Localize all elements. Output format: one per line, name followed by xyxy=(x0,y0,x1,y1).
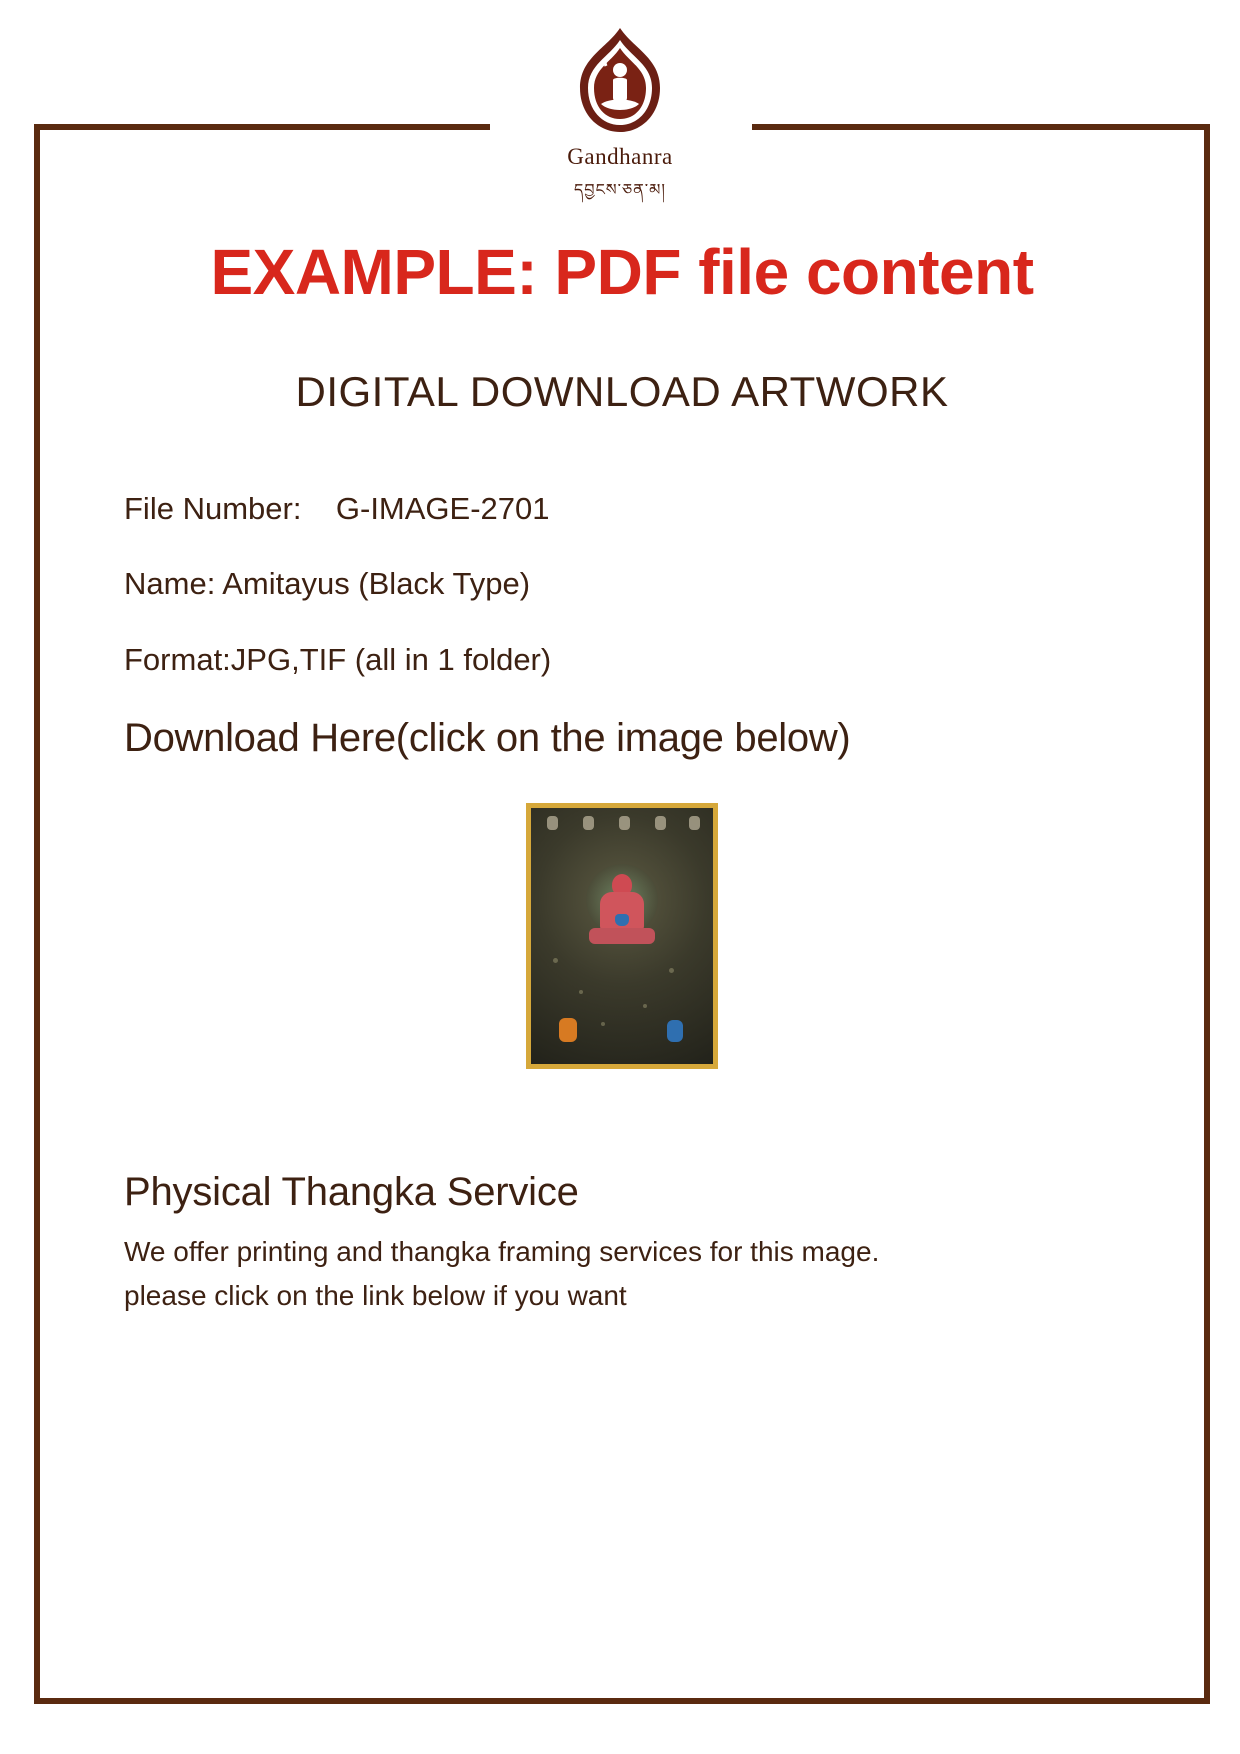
flame-deity-logo-icon xyxy=(559,26,681,142)
download-instruction: Download Here(click on the image below) xyxy=(124,715,851,760)
file-details xyxy=(124,490,1120,678)
detail-name: Name: Amitayus (Black Type) xyxy=(124,566,531,602)
service-text-line-1: We offer printing and thangka framing services for this mage. xyxy=(124,1235,880,1267)
brand-tibetan-name: དབྱངས་ཅན་མ། xyxy=(574,182,666,199)
thumbnail-lotus-base xyxy=(589,928,655,944)
service-text-line-2: please click on the link below if you want xyxy=(124,1279,627,1311)
thangka-thumbnail-link[interactable] xyxy=(526,803,718,1069)
thumbnail-attendant-left xyxy=(559,1018,577,1042)
service-title: Physical Thangka Service xyxy=(124,1169,579,1214)
thumbnail-vase xyxy=(615,914,629,926)
thumbnail-attendant-right xyxy=(667,1020,683,1042)
thumbnail-container xyxy=(124,803,1120,1074)
document-content xyxy=(34,124,1210,1704)
page-title: EXAMPLE: PDF file content xyxy=(210,236,1034,308)
detail-file-number: File Number: G-IMAGE-2701 xyxy=(124,491,550,527)
page-subtitle: DIGITAL DOWNLOAD ARTWORK xyxy=(295,368,949,416)
brand-logo xyxy=(0,26,1240,217)
detail-format: Format:JPG,TIF (all in 1 folder) xyxy=(124,641,552,677)
brand-name: Gandhanra xyxy=(567,144,673,169)
thumbnail-top-figures xyxy=(531,816,713,838)
thumbnail-deity-body xyxy=(600,892,644,932)
